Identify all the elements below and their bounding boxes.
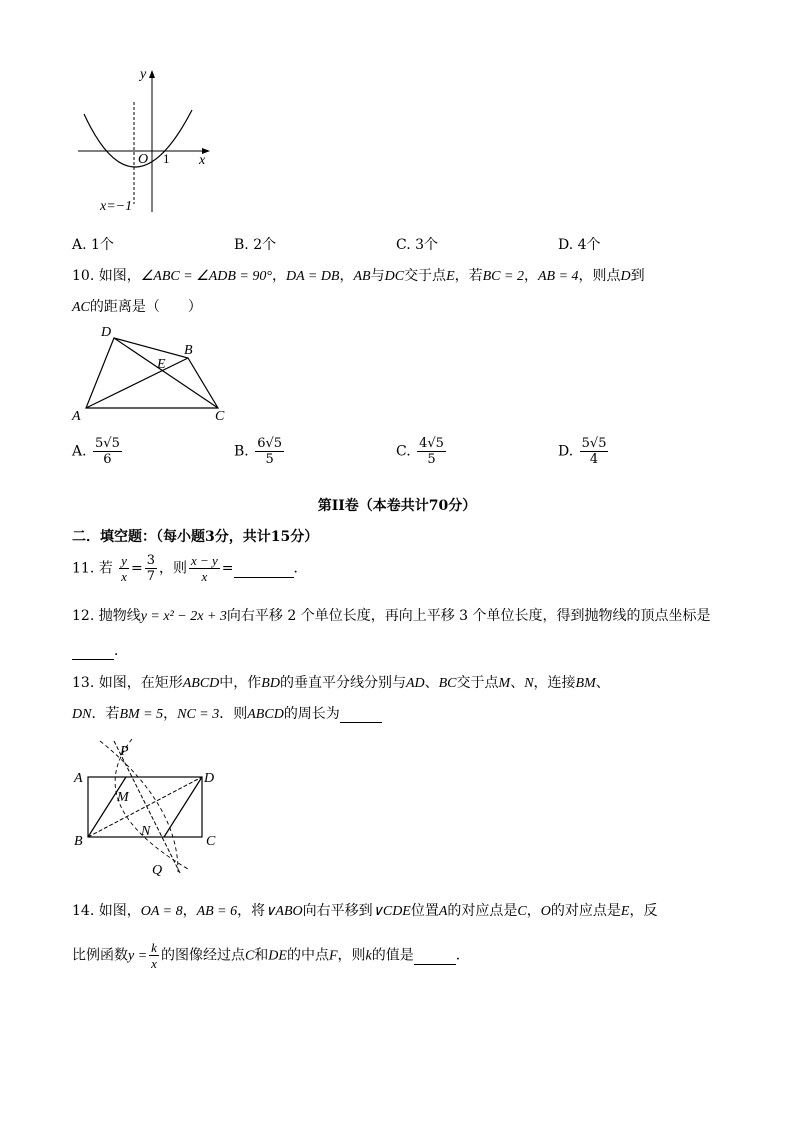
q12-line2 [72, 640, 128, 660]
q10-line1 [72, 265, 645, 285]
q14-text: 的对应点是 [447, 903, 518, 919]
q13-text: 交于点 [456, 675, 499, 691]
q11-text: ． [293, 560, 308, 577]
q14-math: C [244, 948, 255, 964]
q13-label-d: D [204, 771, 215, 786]
q13-math: BM [575, 676, 596, 691]
q10-line-dc [114, 338, 218, 408]
q13-text: 中，作 [219, 675, 262, 691]
q10-math: ∠ABC = ∠ADB = 90° [140, 269, 272, 284]
section-2-title: 第II卷（本卷共计70分） [317, 498, 477, 514]
y-label: y [140, 67, 147, 82]
q13-math: NC = 3 [177, 707, 220, 722]
q10-figure [70, 320, 240, 425]
fill-in-heading: 二．填空题：（每小题3分，共计15分） [72, 529, 319, 545]
q10-outer-quad [86, 338, 218, 408]
numerator: 6√5 [257, 436, 283, 451]
q10-text: ， [523, 268, 538, 284]
choice-fraction [93, 436, 122, 467]
q14-text: 的值是 [371, 947, 414, 964]
q9-choice-b[interactable]: B. 2个 [234, 237, 277, 253]
q14-text: ，将 [237, 903, 266, 919]
q11-number: 11. [72, 560, 95, 577]
q14-text: 和 [254, 947, 269, 964]
q10-text: ， [339, 268, 354, 284]
q13-text: 的垂直平分线分别与 [279, 675, 406, 691]
q13-math: N [524, 676, 534, 691]
q13-line-bm [88, 777, 126, 837]
q13-line1 [72, 672, 610, 692]
q14-text: 如图， [98, 903, 141, 919]
q14-fraction-k-over-x [149, 940, 159, 971]
q10-text: 与 [370, 268, 385, 284]
q12-expression: y = x² − 2x + 3 [140, 609, 227, 624]
q14-math: OA = 8 [140, 904, 183, 919]
q14-text: ， [182, 903, 197, 919]
numerator: 5√5 [581, 436, 607, 451]
q14-math: F [328, 948, 338, 964]
q10-label-e: E [157, 357, 166, 372]
q11-line [72, 553, 308, 584]
q14-text: ，反 [629, 903, 658, 919]
q12-line1 [72, 605, 711, 625]
denominator: 4 [589, 452, 599, 467]
q10-line-ab [86, 358, 188, 408]
q13-math: BM = 5 [119, 707, 164, 722]
denominator: x [201, 569, 208, 584]
q13-label-b: B [74, 834, 83, 849]
choice-fraction [255, 436, 284, 467]
q9-choice-a[interactable]: A. 1个 [72, 237, 114, 253]
q13-number: 13. [72, 675, 95, 691]
q13-text: 、 [595, 675, 610, 691]
denominator: x [121, 569, 127, 584]
q14-math: k [365, 948, 372, 964]
q10-math: DA = DB [285, 269, 340, 284]
q12-answer-blank[interactable] [72, 643, 114, 660]
q11-equals: = [130, 560, 143, 577]
q14-math: A [438, 904, 448, 919]
q13-math: BD [261, 676, 280, 691]
choice-letter: C. [396, 443, 411, 460]
q14-math: y = [128, 948, 148, 964]
q13-label-p: P [120, 744, 129, 759]
q13-label-q: Q [152, 863, 163, 878]
q13-label-n: N [141, 824, 151, 839]
x-label: x [199, 153, 206, 168]
q13-math: AD [405, 676, 425, 691]
q9-choice-d[interactable]: D. 4个 [558, 237, 601, 253]
q14-text: 比例函数 [72, 947, 128, 964]
denominator: x [151, 956, 157, 971]
q13-text: 、 [424, 675, 439, 691]
q13-answer-blank[interactable] [340, 706, 382, 723]
q10-math: BC = 2 [482, 269, 524, 284]
q12-text: ． [114, 643, 128, 659]
axis-of-symmetry-label: x=−1 [100, 199, 133, 214]
q12-text: 抛物线 [98, 608, 141, 624]
q9-parabola-graph [70, 62, 220, 217]
q10-text: ， [271, 268, 286, 284]
q10-choice-d[interactable] [558, 436, 610, 467]
q10-math: AB [353, 269, 371, 284]
numerator: x − y [190, 553, 218, 568]
q13-line2 [72, 703, 382, 723]
q14-text: 位置 [410, 903, 439, 919]
q14-math: DE [268, 948, 287, 964]
q11-fraction-y-over-x [119, 553, 129, 584]
q13-label-m: M [117, 790, 129, 805]
numerator: 3 [146, 553, 155, 568]
numerator: y [121, 553, 127, 568]
q10-label-c: C [215, 409, 225, 424]
q10-choice-c[interactable] [396, 436, 448, 467]
q10-math: E [446, 269, 455, 284]
q13-label-c: C [206, 834, 216, 849]
q10-text: ，若 [454, 268, 483, 284]
q13-text: 如图，在矩形 [98, 675, 183, 691]
q13-math: DN [72, 707, 92, 722]
q13-math: ABCD [247, 707, 284, 722]
q14-math: ∨ABO [265, 904, 303, 919]
choice-fraction [417, 436, 446, 467]
q11-text: ，则 [158, 560, 187, 577]
q10-choice-a[interactable] [72, 436, 124, 467]
choice-letter: B. [234, 443, 249, 460]
q10-text: 交于点 [404, 268, 447, 284]
q11-fraction-3-over-7 [145, 553, 157, 584]
q14-line1 [72, 900, 657, 920]
q10-label-d: D [101, 325, 112, 340]
q14-math: AB = 6 [196, 904, 238, 919]
q10-line2 [72, 296, 202, 316]
choice-letter: A. [72, 443, 87, 460]
q10-text: 到 [630, 268, 645, 284]
q14-text: ， [526, 903, 541, 919]
q14-text: 向右平移到 [302, 903, 373, 919]
denominator: 5 [265, 452, 274, 467]
q14-text: ，则 [337, 947, 366, 964]
q14-answer-blank[interactable] [414, 948, 456, 965]
q13-perpendicular-bisector-pq [114, 741, 180, 873]
q12-text: 向右平移 2 个单位长度，再向上平移 3 个单位长度，得到抛物线的顶点坐标是 [226, 608, 711, 624]
q13-math: ABCD [182, 676, 220, 691]
q11-answer-blank[interactable] [234, 561, 294, 578]
q13-text: 、 [510, 675, 525, 691]
q10-text: 的距离是（ ） [89, 299, 202, 315]
q11-fraction-query [189, 553, 220, 584]
q13-label-a: A [74, 771, 83, 786]
q10-math: AC [72, 300, 90, 315]
tick-one-label: 1 [163, 151, 170, 166]
q14-text: ． [455, 947, 470, 964]
q13-math: BC [438, 676, 457, 691]
q13-math: M [498, 676, 511, 691]
numerator: k [151, 940, 157, 955]
q13-text: 的周长为 [283, 706, 340, 722]
origin-label: O [138, 152, 149, 167]
q13-arc-left [100, 741, 178, 875]
numerator: 5√5 [95, 436, 120, 451]
numerator: 4√5 [419, 436, 444, 451]
denominator: 6 [103, 452, 112, 467]
q10-label-a: A [72, 409, 81, 424]
q12-number: 12. [72, 608, 95, 624]
q13-text: ， [163, 706, 178, 722]
q10-math: AB = 4 [537, 269, 579, 284]
q14-number: 14. [72, 903, 95, 919]
q10-math: D [620, 269, 631, 284]
q11-equals: = [221, 560, 234, 577]
q14-math: C [517, 904, 527, 919]
q14-line2 [72, 940, 470, 971]
choice-fraction [580, 436, 609, 467]
q14-text: 的对应点是 [550, 903, 621, 919]
q14-math: ∨CDE [372, 904, 411, 919]
denominator: 7 [146, 569, 155, 584]
q13-text: ．则 [219, 706, 248, 722]
q10-text: ，则点 [578, 268, 621, 284]
q14-math: E [620, 904, 630, 919]
q11-text: 若 [98, 560, 113, 577]
q9-choice-c[interactable]: C. 3个 [396, 237, 439, 253]
q13-text: ，连接 [533, 675, 576, 691]
choice-letter: D. [558, 443, 574, 460]
q13-text: ．若 [91, 706, 120, 722]
q10-math: DC [384, 269, 405, 284]
q14-text: 的图像经过点 [160, 947, 245, 964]
q10-label-b: B [184, 343, 193, 358]
q10-text: 如图， [98, 268, 141, 284]
q13-figure [70, 735, 230, 880]
q10-number: 10. [72, 268, 95, 284]
q14-text: 的中点 [286, 947, 329, 964]
denominator: 5 [427, 452, 436, 467]
y-axis-arrow [149, 70, 155, 78]
q14-math: O [540, 904, 551, 919]
q10-choice-b[interactable] [234, 436, 286, 467]
